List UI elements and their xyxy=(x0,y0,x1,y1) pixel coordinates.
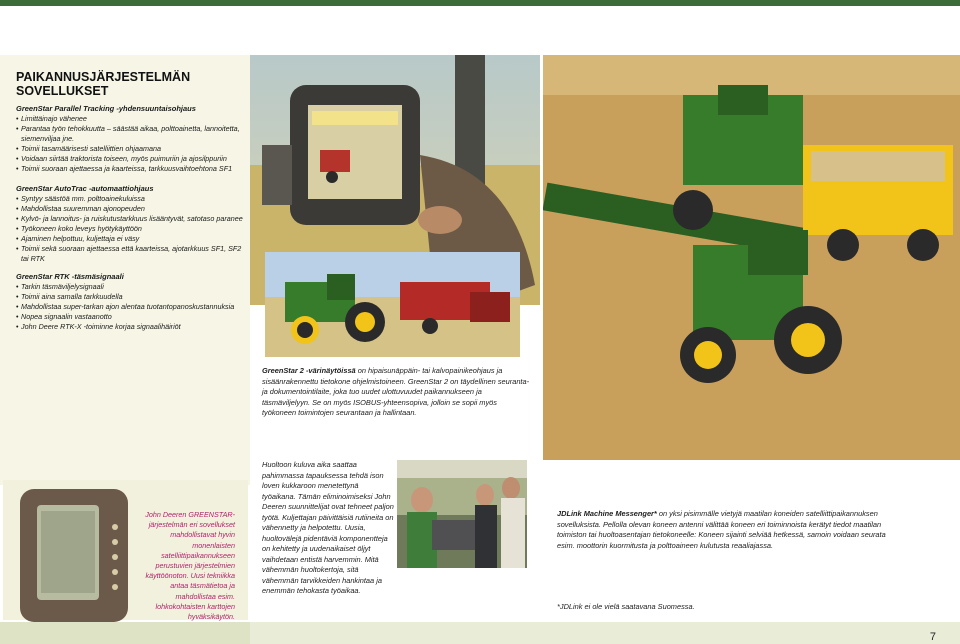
service-caption: Huoltoon kuluva aika saattaa pahimmassa tapauksessa tehdä ison loven kukkaroon menetettynä työaikana. Tämän eliminoimiseksi John Deeren suunnittelijat ovat tehneet paljon työtä. Kuljettajan päivittäisiä rutiineita on vähennetty ja helpotettu. Uusia, huoltovälejä pidentäviä komponentteja on kehitetty ja uudenaikaiset öljyt vaihdetaan entistä harvemmin. Mitä vähemmän huoltokertoja, sitä vähemmän tarvikkeiden hankintaa ja enemmän tehokasta työaikaa. xyxy=(262,460,394,595)
list-item: • Toimii suoraan ajettaessa ja kaarteissa, tarkkuusvaihtoehtona SF1 xyxy=(16,164,248,174)
list-item: • Mahdollistaa suuremman ajonopeuden xyxy=(16,204,248,214)
top-accent-bar xyxy=(0,0,960,6)
page-number: 7 xyxy=(929,631,936,643)
tractor-baler-photo xyxy=(265,252,520,357)
section-heading: GreenStar RTK -täsmäsignaali xyxy=(16,272,124,281)
section-rtk xyxy=(16,272,248,332)
page-title xyxy=(16,70,246,98)
jdlink-note: *JDLink ei ole vielä saatavana Suomessa. xyxy=(557,602,695,611)
list-item: • Toimii tasamäärisesti satelliittien ohjaamana xyxy=(16,144,248,154)
section-parallel-tracking xyxy=(16,104,248,174)
handheld-terminal-icon xyxy=(15,487,133,622)
list-item: • Toimii aina samalla tarkkuudella xyxy=(16,292,248,302)
jdlink-caption xyxy=(557,509,902,551)
bottom-band-left xyxy=(0,622,250,644)
list-item: • Toimii sekä suoraan ajettaessa että kaarteissa, ajotarkkuus SF1, SF2 tai RTK xyxy=(16,244,248,264)
caption-bold: GreenStar 2 -värinäytöissä xyxy=(262,366,356,375)
list-item: • Limittäinajo vähenee xyxy=(16,114,248,124)
list-item: • Tarkin täsmäviljelysignaali xyxy=(16,282,248,292)
title-line-1: PAIKANNUSJÄRJESTELMÄN xyxy=(16,70,191,84)
section-heading: GreenStar Parallel Tracking -yhdensuuntaisohjaus xyxy=(16,104,196,113)
list-item: • Parantaa työn tehokkuutta – säästää aikaa, polttoainetta, lannoitetta, siemenviljaa jne. xyxy=(16,124,248,144)
caption-text: on hipaisunäppäin- tai kalvopainikeohjaus ja sisäänrakennettu tietokone ohjelmistoineen. GreenStar 2 on täydellinen seuranta- ja dokumentointilaite, joka tuo uudet ulottuvuudet paikannukseen ja täsmäviljelyyn. Se on myös ISOBUS-yhteensopiva, jolloin se sopii myös työkoneen toimintojen seurantaan ja hallintaan. xyxy=(262,366,530,417)
service-photo xyxy=(397,460,527,568)
list-item: • Voidaan siirtää traktorista toiseen, myös puimuriin ja ajosilppuriin xyxy=(16,154,248,164)
title-line-2: SOVELLUKSET xyxy=(16,84,109,98)
list-item: • Ajaminen helpottuu, kuljettaja ei väsy xyxy=(16,234,248,244)
list-item: • Syntyy säästöä mm. polttoainekuluissa xyxy=(16,194,248,204)
list-item: • Kylvö- ja lannoitus- ja ruiskutustarkkuus lisääntyvät, satotaso paranee xyxy=(16,214,248,224)
greenstar-apps-caption: John Deeren GREENSTAR-järjestelmän eri sovellukset mahdollistavat hyvin monenlaisten satelliittipaikannukseen perustuvien järjestelmien käyttöönoton. Uusi tekniikka antaa täsmätietoa ja mahdollistaa esim. lohkokohtaisten karttojen hyväksikäytön. xyxy=(145,510,235,622)
section-autotrac xyxy=(16,184,248,264)
caption-text: on yksi pisimmälle vietyjä maatilan koneiden satelliittipaikannuksen sovelluksista. Pellolla olevan koneen antenni välittää koneen eri toiminnoista kerätyt tiedot maatilan toimiston tai huoltoasentajan tietokoneelle: Koneen sijainti selviää hetkessä, samoin voidaan seurata esim. moottorin kuormitusta ja polttoaineen kulutusta reaaliajassa. xyxy=(557,509,886,550)
greenstar2-caption xyxy=(262,366,530,419)
section-heading: GreenStar AutoTrac -automaattiohjaus xyxy=(16,184,154,193)
list-item: • John Deere RTK-X -toiminne korjaa signaalihäiriöt xyxy=(16,322,248,332)
list-item: • Työkoneen koko leveys hyötykäyttöön xyxy=(16,224,248,234)
caption-bold: JDLink Machine Messenger* xyxy=(557,509,657,518)
bottom-band xyxy=(0,622,960,644)
list-item: • Mahdollistaa super-tarkan ajon alentaa tuotantopanoskustannuksia xyxy=(16,302,248,312)
list-item: • Nopea signaalin vastaanotto xyxy=(16,312,248,322)
combine-harvest-photo xyxy=(543,55,960,460)
